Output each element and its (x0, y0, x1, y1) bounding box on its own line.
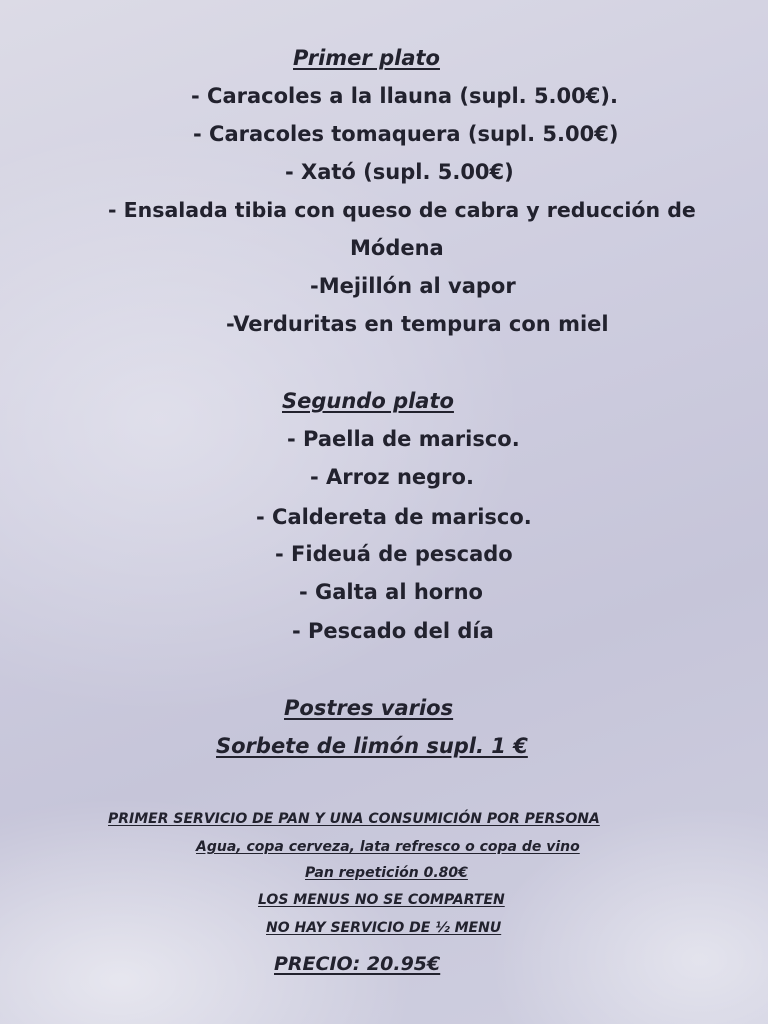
note-bread-repeat: Pan repetición 0.80€ (305, 865, 468, 881)
menu-item: - Pescado del día (292, 619, 494, 643)
menu-item: - Caracoles a la llauna (supl. 5.00€). (191, 84, 618, 108)
menu-item: -Mejillón al vapor (310, 274, 516, 298)
note-drink-options: Agua, copa cerveza, lata refresco o copa de vino (196, 839, 580, 855)
menu-item-continuation: Módena (350, 236, 444, 260)
note-no-sharing: LOS MENUS NO SE COMPARTEN (258, 892, 505, 908)
menu-item: - Ensalada tibia con queso de cabra y reducción de (108, 198, 696, 222)
menu-item: -Verduritas en tempura con miel (226, 312, 609, 336)
menu-item: - Paella de marisco. (287, 427, 520, 451)
menu-item: - Arroz negro. (310, 465, 474, 489)
menu-item: - Galta al horno (299, 580, 483, 604)
menu-item: - Xató (supl. 5.00€) (285, 160, 514, 184)
menu-price: PRECIO: 20.95€ (274, 953, 441, 975)
sorbete-item: Sorbete de limón supl. 1 € (216, 734, 528, 758)
note-bread-drink: PRIMER SERVICIO DE PAN Y UNA CONSUMICIÓN POR PERSONA (108, 811, 600, 827)
primer-plato-heading: Primer plato (293, 46, 440, 70)
menu-item: - Caldereta de marisco. (256, 505, 532, 529)
postres-heading: Postres varios (284, 696, 454, 720)
menu-item: - Caracoles tomaquera (supl. 5.00€) (193, 122, 619, 146)
menu-item: - Fideuá de pescado (275, 542, 513, 566)
segundo-plato-heading: Segundo plato (282, 389, 454, 413)
note-no-half-menu: NO HAY SERVICIO DE ½ MENU (266, 920, 502, 936)
